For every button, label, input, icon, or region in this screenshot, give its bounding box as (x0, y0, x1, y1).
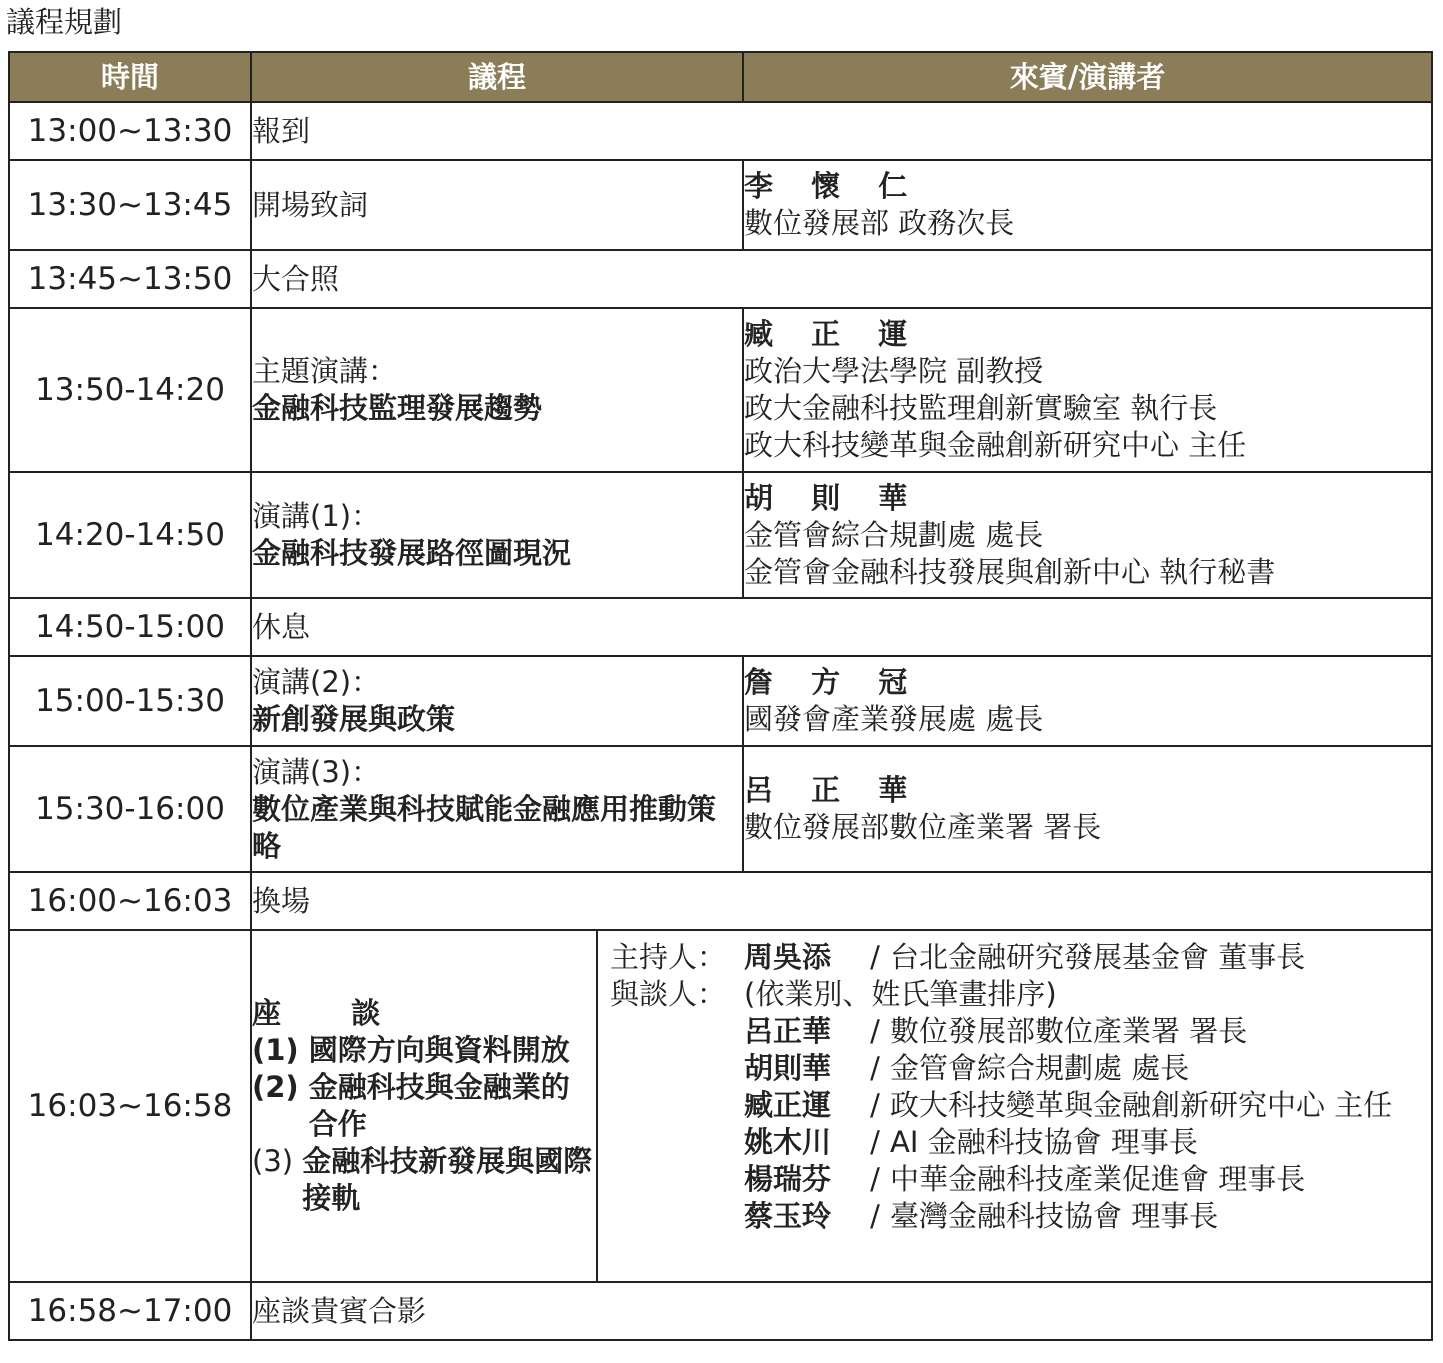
panelist-role: AI 金融科技協會 理事長 (890, 1125, 1198, 1159)
panelists-note: (依業別、姓氏筆畫排序) (744, 977, 1057, 1011)
program-label: 演講(2)： (252, 665, 381, 699)
program-label: 主題演講： (252, 354, 398, 388)
speaker-role: 政大科技變革與金融創新研究中心 主任 (744, 428, 1247, 462)
header-time: 時間 (9, 52, 251, 102)
panelist-role: 中華金融科技產業促進會 理事長 (890, 1162, 1306, 1196)
time-cell: 13:50-14:20 (9, 308, 251, 472)
time-cell: 13:45~13:50 (9, 250, 251, 308)
time-cell: 15:00-15:30 (9, 656, 251, 746)
header-program: 議程 (251, 52, 743, 102)
agenda-table (8, 51, 1433, 1341)
moderator-line (610, 939, 1427, 976)
panel-topic-cell (251, 930, 597, 1282)
panel-topic (252, 1069, 596, 1143)
time-cell: 14:50-15:00 (9, 598, 251, 656)
moderator-role: 台北金融研究發展基金會 董事長 (890, 940, 1306, 974)
panelist-role: 數位發展部數位產業署 署長 (890, 1014, 1248, 1048)
panelist-name: 臧正運 (744, 1088, 832, 1122)
time-cell: 16:58~17:00 (9, 1282, 251, 1340)
speaker-role: 政治大學法學院 副教授 (744, 354, 1044, 388)
table-row (9, 746, 1432, 872)
speaker-name: 呂 正 華 (744, 773, 922, 807)
program-cell (251, 472, 743, 598)
table-row (9, 598, 1432, 656)
panel-members-cell (597, 930, 1432, 1282)
panelist-role: 臺灣金融科技協會 理事長 (890, 1199, 1219, 1233)
panel-title: 座 談 (252, 996, 411, 1030)
table-row (9, 102, 1432, 160)
panelist-name: 蔡玉玲 (744, 1199, 832, 1233)
panelists-header-line (610, 976, 1427, 1013)
moderator-label: 主持人： (610, 940, 727, 974)
table-row (9, 1282, 1432, 1340)
program-title: 新創發展與政策 (252, 702, 456, 736)
time-cell: 16:03~16:58 (9, 930, 251, 1282)
speaker-name: 臧 正 運 (744, 317, 922, 351)
panelist-name: 呂正華 (744, 1014, 832, 1048)
panelist-name: 胡則華 (744, 1051, 832, 1085)
program-cell: 座談貴賓合影 (251, 1282, 1432, 1340)
speaker-cell (743, 308, 1432, 472)
panel-topic (252, 1143, 596, 1217)
speaker-role: 政大金融科技監理創新實驗室 執行長 (744, 391, 1218, 425)
separator: / (870, 1199, 880, 1233)
separator: / (870, 1051, 880, 1085)
separator: / (870, 1088, 880, 1122)
speaker-role: 金管會綜合規劃處 處長 (744, 517, 1044, 552)
program-title: 金融科技發展路徑圖現況 (252, 536, 572, 570)
speaker-cell (743, 160, 1432, 250)
panelist-line (610, 1013, 1427, 1050)
panelist-name: 姚木川 (744, 1125, 832, 1159)
speaker-name: 胡 則 華 (744, 480, 922, 515)
separator: / (870, 1162, 880, 1196)
speaker-cell (743, 472, 1432, 598)
panelist-line (610, 1050, 1427, 1087)
time-cell: 13:30~13:45 (9, 160, 251, 250)
speaker-name: 李 懷 仁 (744, 169, 922, 203)
time-cell: 14:20-14:50 (9, 472, 251, 598)
table-row (9, 872, 1432, 930)
separator: / (870, 940, 880, 974)
moderator-name: 周吳添 (744, 940, 832, 974)
page-title: 議程規劃 (6, 5, 123, 39)
speaker-role: 金管會金融科技發展與創新中心 執行秘書 (744, 554, 1276, 589)
program-label: 演講(1)： (252, 499, 381, 533)
time-cell: 13:00~13:30 (9, 102, 251, 160)
program-label: 演講(3)： (252, 754, 381, 789)
panelist-line (610, 1161, 1427, 1198)
table-row-panel (9, 930, 1432, 1282)
separator: / (870, 1125, 880, 1159)
table-row (9, 308, 1432, 472)
program-cell (251, 746, 743, 872)
speaker-role: 數位發展部 政務次長 (744, 206, 1015, 240)
program-cell: 開場致詞 (251, 160, 743, 250)
panel-topic (252, 1032, 596, 1069)
speaker-cell (743, 746, 1432, 872)
header-speaker: 來賓/演講者 (743, 52, 1432, 102)
program-cell: 休息 (251, 598, 1432, 656)
speaker-role: 數位發展部數位產業署 署長 (744, 810, 1102, 844)
table-row (9, 160, 1432, 250)
speaker-role: 國發會產業發展處 處長 (744, 702, 1044, 736)
panelist-line (610, 1124, 1427, 1161)
time-cell: 15:30-16:00 (9, 746, 251, 872)
program-cell (251, 656, 743, 746)
program-cell: 換場 (251, 872, 1432, 930)
panelist-role: 政大科技變革與金融創新研究中心 主任 (890, 1088, 1393, 1122)
table-row (9, 656, 1432, 746)
program-cell (251, 308, 743, 472)
panel-topic-text: 金融科技新發展與國際接軌 (302, 1144, 593, 1215)
speaker-name: 詹 方 冠 (744, 665, 922, 699)
separator: / (870, 1014, 880, 1048)
table-row (9, 250, 1432, 308)
program-cell: 大合照 (251, 250, 1432, 308)
program-title: 金融科技監理發展趨勢 (252, 391, 543, 425)
table-header-row (9, 52, 1432, 102)
panelist-name: 楊瑞芬 (744, 1162, 832, 1196)
panel-topic-number: (1) (252, 1033, 309, 1067)
panelist-role: 金管會綜合規劃處 處長 (890, 1051, 1190, 1085)
table-row (9, 472, 1432, 598)
speaker-cell (743, 656, 1432, 746)
panel-topic-number: (2) (252, 1070, 309, 1104)
panel-topic-number: (3) (252, 1144, 303, 1178)
panel-topic-text: 國際方向與資料開放 (308, 1033, 570, 1067)
panel-topic-text: 金融科技與金融業的合作 (308, 1070, 570, 1141)
program-cell: 報到 (251, 102, 1432, 160)
panelists-label: 與談人： (610, 977, 727, 1011)
time-cell: 16:00~16:03 (9, 872, 251, 930)
program-title: 數位產業與科技賦能金融應用推動策略 (252, 791, 717, 863)
panelist-line (610, 1198, 1427, 1235)
panelist-line (610, 1087, 1427, 1124)
